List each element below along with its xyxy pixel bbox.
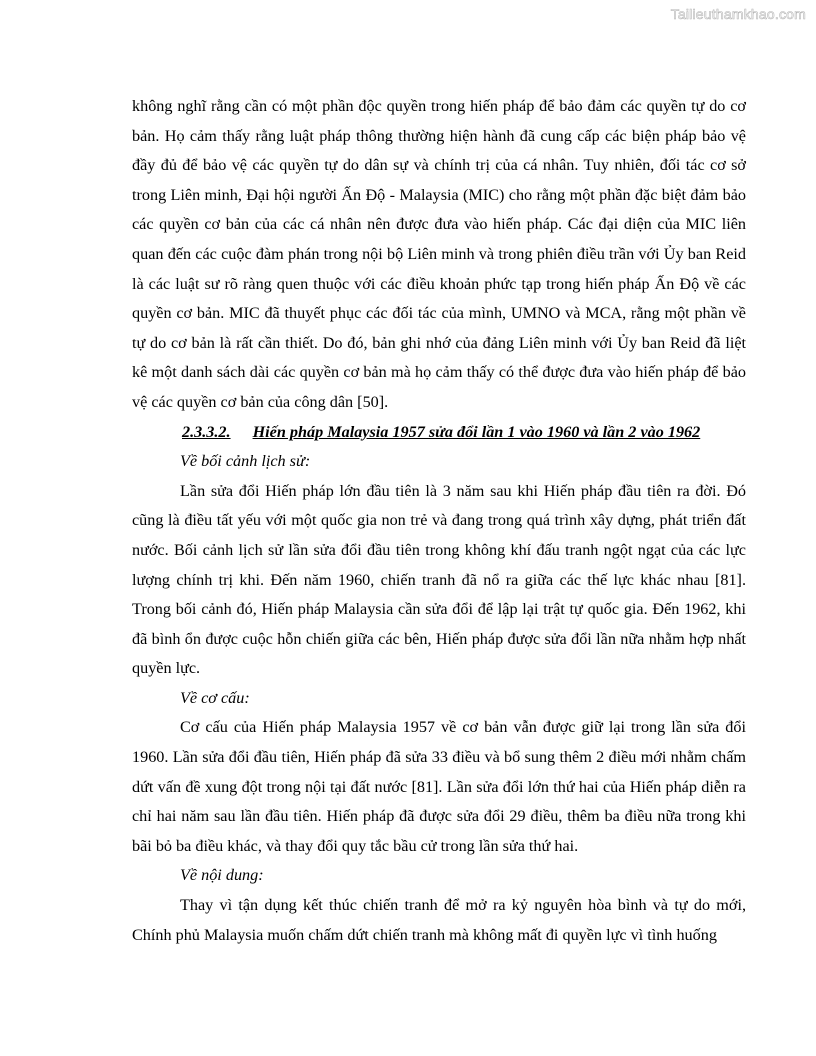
label-content: Về nội dung: [180,866,264,885]
paragraph-structure: Cơ cấu của Hiến pháp Malaysia 1957 về cơ bản vẫn được giữ lại trong lần sửa đổi 1960. Lần sửa đổi đầu tiên, Hiến pháp đã sửa 33 điều và bổ sung thêm 2 điều mới nhằm chấm dứt vấn đề xung đột trong nội tại đất nước [81]. Lần sửa đổi lớn thứ hai của Hiến pháp diễn ra chỉ hai năm sau lần đầu tiên. Hiến pháp đã được sửa đổi 29 điều, thêm ba điều nữa trong khi bãi bỏ ba điều khác, và thay đổi quy tắc bầu cử trong lần sửa thứ hai. [132,718,746,855]
section-title: Hiến pháp Malaysia 1957 sửa đổi lần 1 vào 1960 và lần 2 vào 1962 [252,422,701,441]
section-number: 2.3.3.2. [182,422,231,441]
document-body [132,92,746,950]
section-heading [182,418,746,448]
label-historical-context: Về bối cảnh lịch sử: [180,452,311,471]
label-structure: Về cơ cấu: [180,688,250,707]
watermark-text: Tailieuthamkhao.com [670,6,806,22]
paragraph-historical-context: Lần sửa đổi Hiến pháp lớn đầu tiên là 3 năm sau khi Hiến pháp đầu tiên ra đời. Đó cũng là điều tất yếu với một quốc gia non trẻ và đang trong quá trình xây dựng, phát triển đất nước. Bối cảnh lịch sử lần sửa đổi đầu tiên trong không khí đấu tranh ngột ngạt của các lực lượng chính trị khi. Đến năm 1960, chiến tranh đã nổ ra giữa các thế lực khác nhau [81]. Trong bối cảnh đó, Hiến pháp Malaysia cần sửa đổi để lập lại trật tự quốc gia. Đến 1962, khi đã bình ổn được cuộc hỗn chiến giữa các bên, Hiến pháp được sửa đổi lần nữa nhằm hợp nhất quyền lực. [132,481,746,678]
paragraph-content: Thay vì tận dụng kết thúc chiến tranh để mở ra kỷ nguyên hòa bình và tự do mới, Chính phủ Malaysia muốn chấm dứt chiến tranh mà không mất đi quyền lực vì tình huống [132,896,746,944]
intro-paragraph: không nghĩ rằng cần có một phần độc quyền trong hiến pháp để bảo đảm các quyền tự do cơ bản. Họ cảm thấy rằng luật pháp thông thường hiện hành đã cung cấp các biện pháp bảo vệ đầy đủ để bảo vệ các quyền tự do dân sự và chính trị của cá nhân. Tuy nhiên, đối tác cơ sở trong Liên minh, Đại hội người Ấn Độ - Malaysia (MIC) cho rằng một phần đặc biệt đảm bảo các quyền cơ bản của các cá nhân nên được đưa vào hiến pháp. Các đại diện của MIC liên quan đến các cuộc đàm phán trong nội bộ Liên minh và trong phiên điều trần với Ủy ban Reid là các luật sư rõ ràng quen thuộc với các điều khoản phức tạp trong hiến pháp Ấn Độ về các quyền cơ bản. MIC đã thuyết phục các đối tác của mình, UMNO và MCA, rằng một phần về tự do cơ bản là rất cần thiết. Do đó, bản ghi nhớ của đảng Liên minh với Ủy ban Reid đã liệt kê một danh sách dài các quyền cơ bản mà họ cảm thấy có thể được đưa vào hiến pháp để bảo vệ các quyền cơ bản của công dân [50]. [132,97,746,411]
